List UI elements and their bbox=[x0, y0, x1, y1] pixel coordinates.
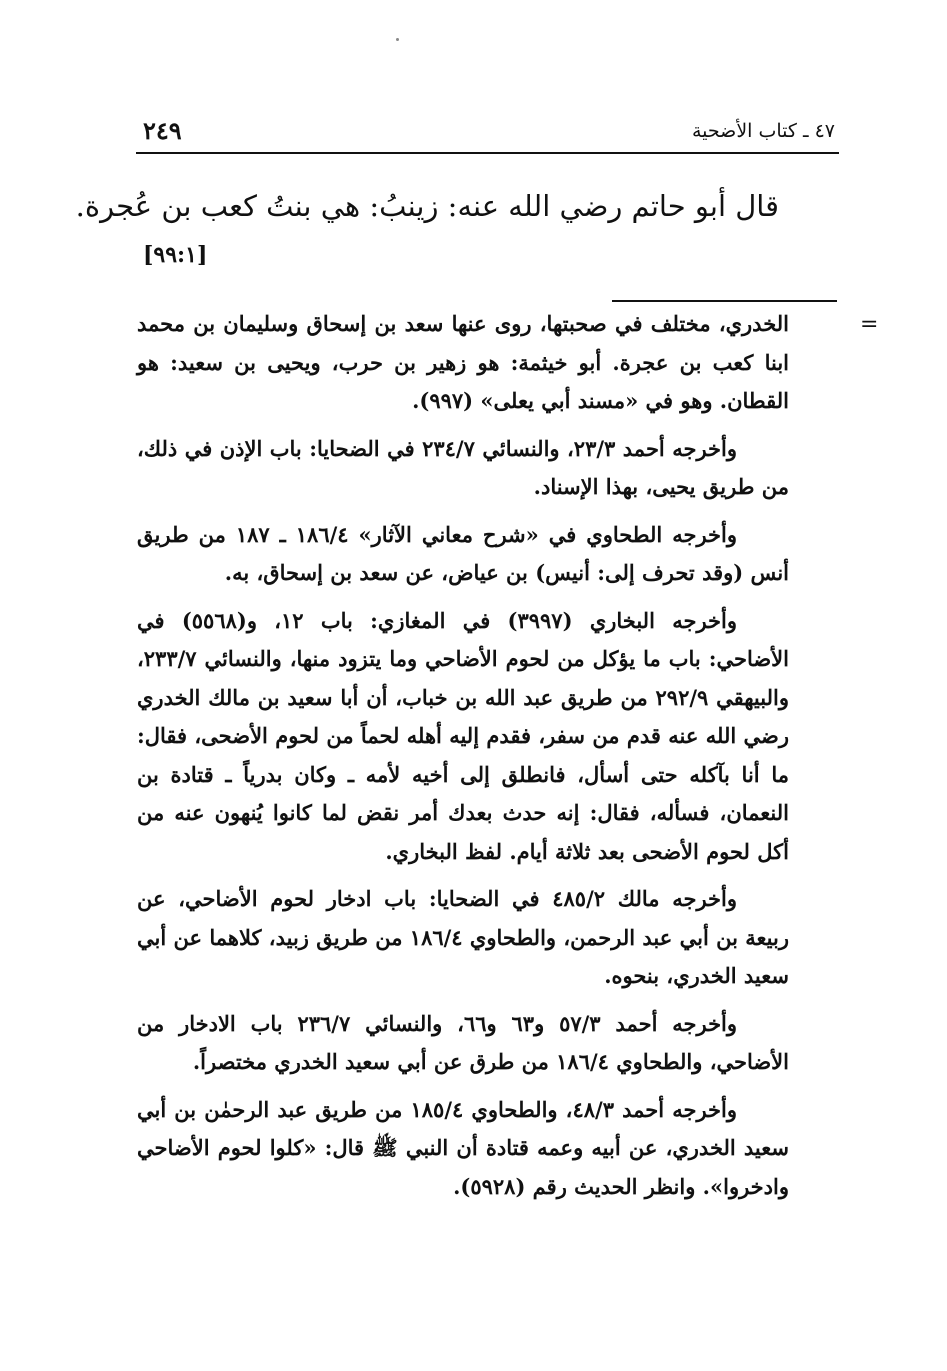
header-rule bbox=[136, 152, 839, 154]
page-number: ٢٤٩ bbox=[143, 116, 182, 145]
footnote-paragraph: وأخرجه أحمد ٢٣/٣، والنسائي ٢٣٤/٧ في الضحايا: باب الإذن في ذلك، من طريق يحيى، بهذا الإسناد. bbox=[137, 435, 789, 499]
footnote-paragraph: وأخرجه البخاري (٣٩٩٧) في المغازي: باب ١٢، و(٥٥٦٨) في الأضاحي: باب ما يؤكل من لحوم الأضاحي وما يتزود منها، والنسائي ٢٣٣/٧، والبيهقي ٢٩٢/٩ من طريق عبد الله بن خباب، أن أبا سعيد بن مالك الخدري رضي الله عنه قدم من سفر، فقدم إليه أهله لحماً من لحوم الأضحى، فقال: ما أنا بآكله حتى أسأل، فانطلق إلى أخيه لأمه ـ وكان بدرياً ـ قتادة بن النعمان، فسأله، فقال: إنه حدث بعدك أمر نقض لما كانوا يُنهون عنه من أكل لحوم الأضحى بعد ثلاثة أيام. لفظ البخاري. bbox=[137, 607, 789, 864]
continuation-mark: = bbox=[860, 312, 879, 337]
footnotes bbox=[137, 305, 789, 1215]
footnote-paragraph: وأخرجه أحمد ٤٨/٣، والطحاوي ١٨٥/٤ من طريق عبد الرحمٰن بن أبي سعيد الخدري، عن أبيه وعمه قتادة أن النبي ﷺ قال: «كلوا لحوم الأضاحي وادخروا». وانظر الحديث رقم (٥٩٢٨). bbox=[137, 1096, 789, 1199]
scan-speck bbox=[396, 38, 399, 41]
footnote-paragraph: وأخرجه أحمد ٥٧/٣ و٦٣ و٦٦، والنسائي ٢٣٦/٧ باب الادخار من الأضاحي، والطحاوي ١٨٦/٤ من طرق عن أبي سعيد الخدري مختصراً. bbox=[137, 1010, 789, 1074]
main-text: قال أبو حاتم رضي الله عنه: زينبُ: هي بنتُ كعب بن عُجرة. bbox=[75, 189, 779, 223]
footnote-paragraph: وأخرجه الطحاوي في «شرح معاني الآثار» ١٨٦/٤ ـ ١٨٧ من طريق أنس (وقد تحرف إلى: أنيس) بن عياض، عن سعد بن إسحاق، به. bbox=[137, 521, 789, 585]
footnote-paragraph: وأخرجه مالك ٤٨٥/٢ في الضحايا: باب ادخار لحوم الأضاحي، عن ربيعة بن أبي عبد الرحمن، والطحاوي ١٨٦/٤ من طريق زبيد، كلاهما عن أبي سعيد الخدري، بنحوه. bbox=[137, 886, 789, 988]
footnote-paragraph: الخدري، مختلف في صحبتها، روى عنها سعد بن إسحاق وسليمان بن محمد ابنا كعب بن عجرة. أبو خيثمة: هو زهير بن حرب، ويحيى بن سعيد: هو القطان. وهو في «مسند أبي يعلى» (٩٩٧). bbox=[137, 311, 789, 413]
running-header-chapter: ٤٧ ـ كتاب الأضحية bbox=[692, 120, 835, 142]
footnote-separator bbox=[612, 300, 837, 302]
main-reference: [٩٩:١] bbox=[143, 242, 208, 268]
